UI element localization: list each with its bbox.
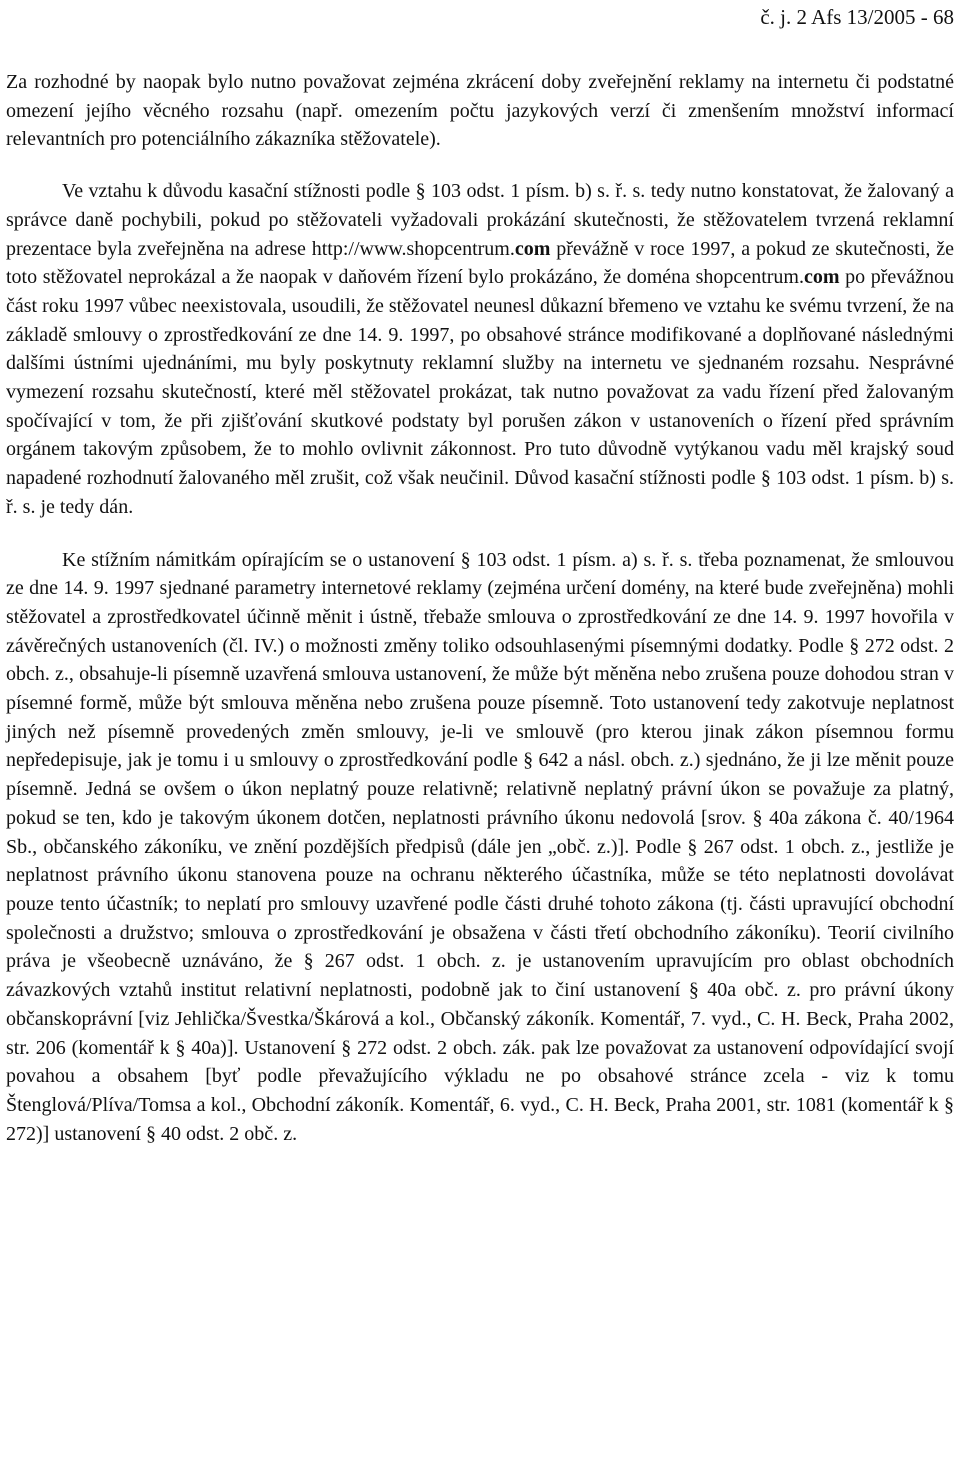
case-number-header: č. j. 2 Afs 13/2005 - 68 (760, 5, 954, 29)
paragraph-2-part-2: převážně v roce 1997, a pokud ze skutečnosti, že toto stěžovatel neprokázal a že naopak v daňovém řízení bylo prokázáno, že doména shopcentrum. (6, 237, 954, 289)
document-page (6, 0, 954, 1148)
paragraph-1: Za rozhodné by naopak bylo nutno považovat zejména zkrácení doby zveřejnění reklamy na internetu či podstatné omezení jejího věcného rozsahu (např. omezením počtu jazykových verzí či zmenšením množství informací relevantních pro potenciálního zákazníka stěžovatele). (6, 71, 954, 151)
paragraph-3: Ke stížním námitkám opírajícím se o ustanovení § 103 odst. 1 písm. a) s. ř. s. třeba poznamenat, že smlouvou ze dne 14. 9. 1997 sjednané parametry internetové reklamy (zejména určení domény, na které bude zveřejněna) mohli stěžovatel a zprostředkovatel účinně měnit i ústně, třebaže smlouva o zprostředkování ze dne 14. 9. 1997 hovořila v závěrečných ustanoveních (čl. IV.) o možnosti změny toliko odsouhlasenými písemnými dodatky. Podle § 272 odst. 2 obch. z., obsahuje-li písemně uzavřená smlouva ustanovení, že může být měněna nebo zrušena pouze dohodou stran v písemné formě, může být smlouva měněna nebo zrušena pouze písemně. Toto ustanovení tedy zakotvuje neplatnost jiných než písemně provedených změn smlouvy, je-li ve smlouvě (pro kterou jinak zákon písemnou formu nepředepisuje, jak je tomu i u smlouvy o zprostředkování podle § 642 a násl. obch. z.) sjednáno, že ji lze měnit pouze písemně. Jedná se ovšem o úkon neplatný pouze relativně; relativně neplatný právní úkon se považuje za platný, pokud se ten, kdo je takovým úkonem dotčen, neplatnosti právního úkonu nedovolá [srov. § 40a zákona č. 40/1964 Sb., občanského zákoníku, ve znění pozdějších předpisů (dále jen „obč. z.)]. Podle § 267 odst. 1 obch. z., jestliže je neplatnost právního úkonu stanovena pouze na ochranu některého účastníka, může se této neplatnosti dovolávat pouze tento účastník; to neplatí pro smlouvy uzavřené podle části druhé tohoto zákona (tj. části upravující obchodní společnosti a družstvo; smlouva o zprostředkování je obsažena v části třetí obchodního zákoníku). Teorií civilního práva je všeobecně uznáváno, že § 267 odst. 1 obch. z. je ustanovením upravujícím pro oblast obchodních závazkových vztahů institut relativní neplatnosti, podobně jak to činí ustanovení § 40a obč. z. pro právní úkony občanskoprávní [viz Jehlička/Švestka/Škárová a kol., Občanský zákoník. Komentář, 7. vyd., C. H. Beck, Praha 2002, str. 206 (komentář k § 40a)]. Ustanovení § 272 odst. 2 obch. zák. pak lze považovat za ustanovení odpovídající svojí povahou a obsahem [byť podle převažujícího výkladu ne po obsahové stránce zcela - viz k tomu Štenglová/Plíva/Tomsa a kol., Obchodní zákoník. Komentář, 6. vyd., C. H. Beck, Praha 2001, str. 1081 (komentář k § 272)] ustanovení § 40 odst. 2 obč. z. (6, 548, 954, 1145)
paragraph-2-part-3: po převážnou část roku 1997 vůbec neexistovala, usoudili, že stěžovatel neunesl důkazní břemeno ve vztahu ke svému tvrzení, že na základě smlouvy o zprostředkování ze dne 14. 9. 1997, po obsahové stránce modifikované a doplňované následnými dalšími ústními ujednáními, mu byly poskytnuty reklamní služby na internetu ve sjednaném rozsahu. Nesprávné vymezení rozsahu skutečností, které měl stěžovatel prokázat, tak nutno považovat za vadu řízení před žalovaným spočívající v tom, že při zjišťování skutkové podstaty byl porušen zákon v ustanoveních o řízení před správním orgánem takovým způsobem, že to mohlo ovlivnit zákonnost. Pro tuto důvodně vytýkanou vadu měl krajský soud napadené rozhodnutí žalovaného měl zrušit, což však neučinil. Důvod kasační stížnosti podle § 103 odst. 1 písm. b) s. ř. s. je tedy dán. (6, 266, 954, 518)
domain-suffix-bold: com (803, 266, 840, 289)
paragraph-2 (6, 177, 954, 521)
paragraph-2-part-1: Ve vztahu k důvodu kasační stížnosti podle § 103 odst. 1 písm. b) s. ř. s. tedy nutno konstatovat, že žalovaný a správce daně pochybili, pokud po stěžovateli vyžadovali prokázání skutečnosti, že stěžovatelem tvrzená reklamní prezentace byla zveřejněna na adrese http://www.shopcentrum. (6, 180, 954, 260)
domain-suffix-bold: com (514, 237, 551, 260)
